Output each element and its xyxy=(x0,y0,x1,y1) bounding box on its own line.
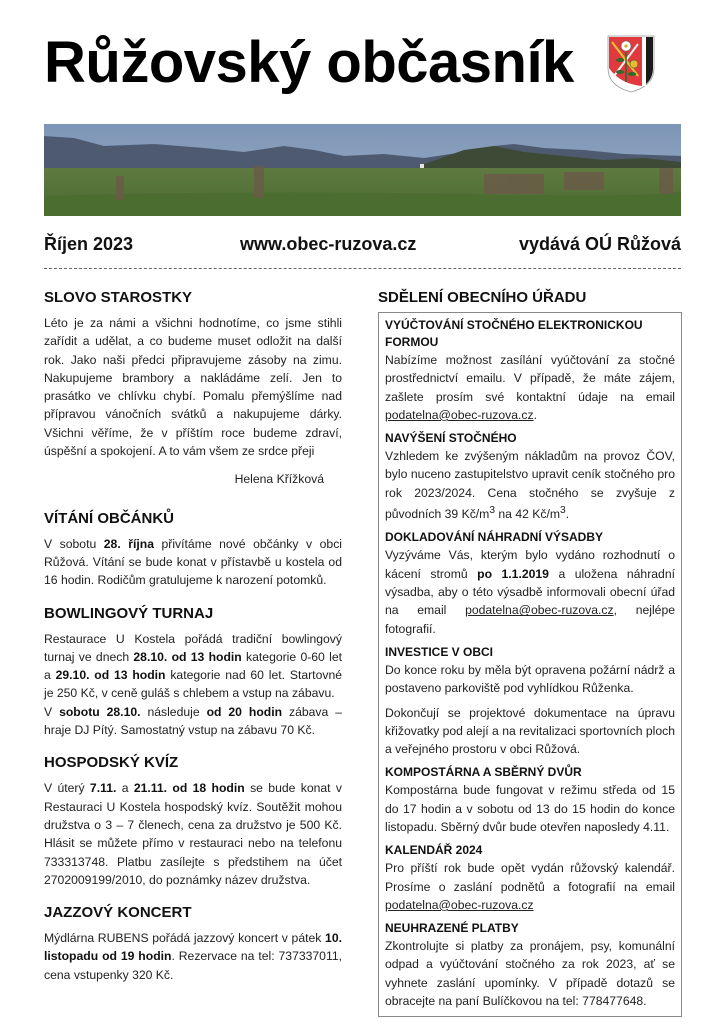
website-link[interactable]: www.obec-ruzova.cz xyxy=(240,234,417,254)
notice-title: DOKLADOVÁNÍ NÁHRADNÍ VÝSADBY xyxy=(385,530,604,545)
newsletter-title: Růžovský občasník xyxy=(44,30,574,95)
coat-of-arms-icon xyxy=(606,34,656,94)
text-run: se bude konat v Restauraci U Kostela hospodský kvíz. Soutěžit mohou družstva o 3 – 7 členech, cena za družstvo je 500 Kč. Hlásit se můžete přímo v restauraci nebo na telefonu 733313748. Platbu zasílejte s předstihem na účet 2702009199/2010, do poznámky název družstva. xyxy=(44,781,343,887)
text-run: V xyxy=(44,704,60,719)
issue-info-bar xyxy=(44,234,681,260)
notice-text xyxy=(385,447,675,523)
text-run: Restaurace U Kostela pořádá tradiční bowlingový turnaj ve dnech xyxy=(44,631,342,664)
notice-investice xyxy=(385,644,675,758)
notice-title: VYÚČTOVÁNÍ STOČNÉHO ELEKTRONICKOU FORMOU xyxy=(385,318,643,349)
section-kviz xyxy=(44,753,342,889)
highlight-date: 10. listopadu od 19 hodin xyxy=(44,931,342,964)
notice-title: KOMPOSTÁRNA A SBĚRNÝ DVŮR xyxy=(385,765,582,780)
text-run: V úterý xyxy=(44,781,90,796)
masthead xyxy=(44,30,684,120)
notice-title: INVESTICE V OBCI xyxy=(385,644,494,659)
section-text xyxy=(44,703,342,740)
notice-platby xyxy=(385,920,675,1010)
section-title: BOWLINGOVÝ TURNAJ xyxy=(44,604,214,622)
section-title: VÍTÁNÍ OBČÁNKŮ xyxy=(44,509,174,527)
section-vitani-obcanku xyxy=(44,509,342,590)
text-run: zábava – hraje DJ Pítý. Samostatný vstup na zábavu 70 Kč. xyxy=(44,704,343,738)
highlight-date: 28. října xyxy=(103,536,154,551)
office-notices-box xyxy=(378,312,682,1017)
text-run: . xyxy=(533,407,537,422)
email-link[interactable]: podatelna@obec-ruzova.cz xyxy=(385,407,534,422)
text-run: a uložena náhradní výsadba, aby o této výsadbě informovali obecní úřad na email xyxy=(385,566,675,618)
dashed-divider xyxy=(44,268,681,269)
section-bowling xyxy=(44,604,342,740)
highlight-date: 7.11. xyxy=(89,781,117,796)
landscape-banner-image xyxy=(44,124,681,216)
notice-vysadba xyxy=(385,529,675,637)
section-slovo-starostky xyxy=(44,288,342,489)
notice-vyuctovani xyxy=(385,317,675,424)
email-link[interactable]: podatelna@obec-ruzova.cz xyxy=(465,603,614,618)
section-text xyxy=(44,929,342,984)
notice-text: Kompostárna bude fungovat v režimu středa od 15 do 17 hodin a v sobotu od 13 do 15 hodin do konce listopadu. Sběrný dvůr bude otevřen naposledy 4.11. xyxy=(385,783,675,834)
section-title: HOSPODSKÝ KVÍZ xyxy=(44,754,179,772)
text-run: následuje xyxy=(140,704,207,719)
notice-text: Dokončují se projektové dokumentace na úpravu křižovatky pod alejí a na revitalizaci sportovních ploch a veřejného prostoru v obci Růžová. xyxy=(385,705,675,757)
highlight-date: sobotu 28.10. xyxy=(59,704,141,719)
issue-date: Říjen 2023 xyxy=(44,234,134,254)
section-jazz xyxy=(44,903,342,984)
right-column xyxy=(378,288,682,1017)
text-run: přivítáme nové občánky v obci Růžová. Vítání se bude konat v přístavbě u kostela od 16 hodin. Rodičům gratulujeme k narození potomků. xyxy=(44,536,342,588)
notice-kalendar xyxy=(385,842,675,914)
email-link[interactable]: podatelna@obec-ruzova.cz xyxy=(385,897,534,912)
text-run: . xyxy=(565,507,570,522)
section-text xyxy=(44,779,342,889)
notice-title: NAVÝŠENÍ STOČNÉHO xyxy=(385,431,517,446)
publisher: vydává OÚ Růžová xyxy=(518,234,681,254)
text-run: kategorie nad 60 let. Startovné je 250 Kč, v ceně guláš s chlebem a vstup na zábavu. xyxy=(44,668,342,701)
text-run: V sobotu xyxy=(44,536,104,551)
highlight-date: po 1.1.2019 xyxy=(477,566,549,581)
section-title: SDĚLENÍ OBECNÍHO ÚŘADU xyxy=(378,289,587,306)
section-title: JAZZOVÝ KONCERT xyxy=(44,904,192,922)
section-title: SLOVO STAROSTKY xyxy=(44,289,193,306)
highlight-date: 21.11. od 18 hodin xyxy=(133,781,245,796)
notice-navyseni xyxy=(385,430,675,523)
text-run: . Rezervace na tel: 737337011, cena vstupenky 320 Kč. xyxy=(44,949,342,982)
left-column xyxy=(44,288,342,998)
superscript: 3 xyxy=(560,505,566,517)
highlight-date: 29.10. od 13 hodin xyxy=(55,668,166,683)
text-run: Nabízíme možnost zasílání vyúčtování za stočné prostřednictví emailu. V případě, že máte zájem, zašlete prosím své kontaktní údaje na email xyxy=(385,353,675,404)
text-run: kategorie 0-60 let a xyxy=(44,649,342,683)
highlight-time: od 20 hodin xyxy=(206,704,283,719)
notice-text: Do konce roku by měla být opravena požární nádrž a postaveno parkoviště pod vyhlídkou Růženka. xyxy=(385,662,675,696)
notice-text xyxy=(385,859,675,914)
text-run: a xyxy=(116,781,134,796)
text-run: Mýdlárna RUBENS pořádá jazzový koncert v pátek xyxy=(44,931,326,946)
notice-text xyxy=(385,546,675,637)
section-text xyxy=(44,535,342,590)
superscript: 3 xyxy=(489,505,495,517)
section-text xyxy=(44,630,342,703)
text-run: Vyzýváme Vás, kterým bylo vydáno rozhodnutí o kácení stromů xyxy=(385,548,675,581)
text-run: , nejlépe fotografií. xyxy=(385,603,676,636)
notice-text: Zkontrolujte si platby za pronájem, psy, komunální odpad a vyúčtování stočného za rok 2023, ať se vyhnete zaslání upomínky. V případě dotazů se obracejte na paní Bulíčkovou na tel: 778477648. xyxy=(385,939,675,1009)
text-run: na 42 Kč/m xyxy=(495,507,561,522)
text-run: Pro příští rok bude opět vydán růžovský kalendář. Prosíme o zaslání podnětů a fotografií na email xyxy=(385,861,675,894)
signature: Helena Křížková xyxy=(234,472,324,487)
notice-title: KALENDÁŘ 2024 xyxy=(385,843,483,858)
highlight-date: 28.10. od 13 hodin xyxy=(133,649,242,664)
section-text: Léto je za námi a všichni hodnotíme, co jsme stihli zařídit a udělat, a co budeme muset odložit na další rok. Jako naši předci připravujeme zásoby na zimu. Nakupujeme brambory a nakládáme zelí. Jen to prasátko ve chlívku chybí. Pomalu přemýšlíme nad přípravou vánočních svátků a nakupujeme dárky. Všichni věříme, že v příštím roce budeme zdraví, úspěšní a spokojení. A to vám všem ze srdce přeji xyxy=(44,316,342,459)
notice-text xyxy=(385,351,675,424)
text-run: Vzhledem ke zvýšeným nákladům na provoz ČOV, bylo nuceno zastupitelstvo upravit ceník stočného pro rok 2023/2024. Cena stočného se zvyšuje z původních 39 Kč/m xyxy=(385,449,675,522)
notice-title: NEUHRAZENÉ PLATBY xyxy=(385,921,519,936)
notice-kompostarna xyxy=(385,764,675,836)
